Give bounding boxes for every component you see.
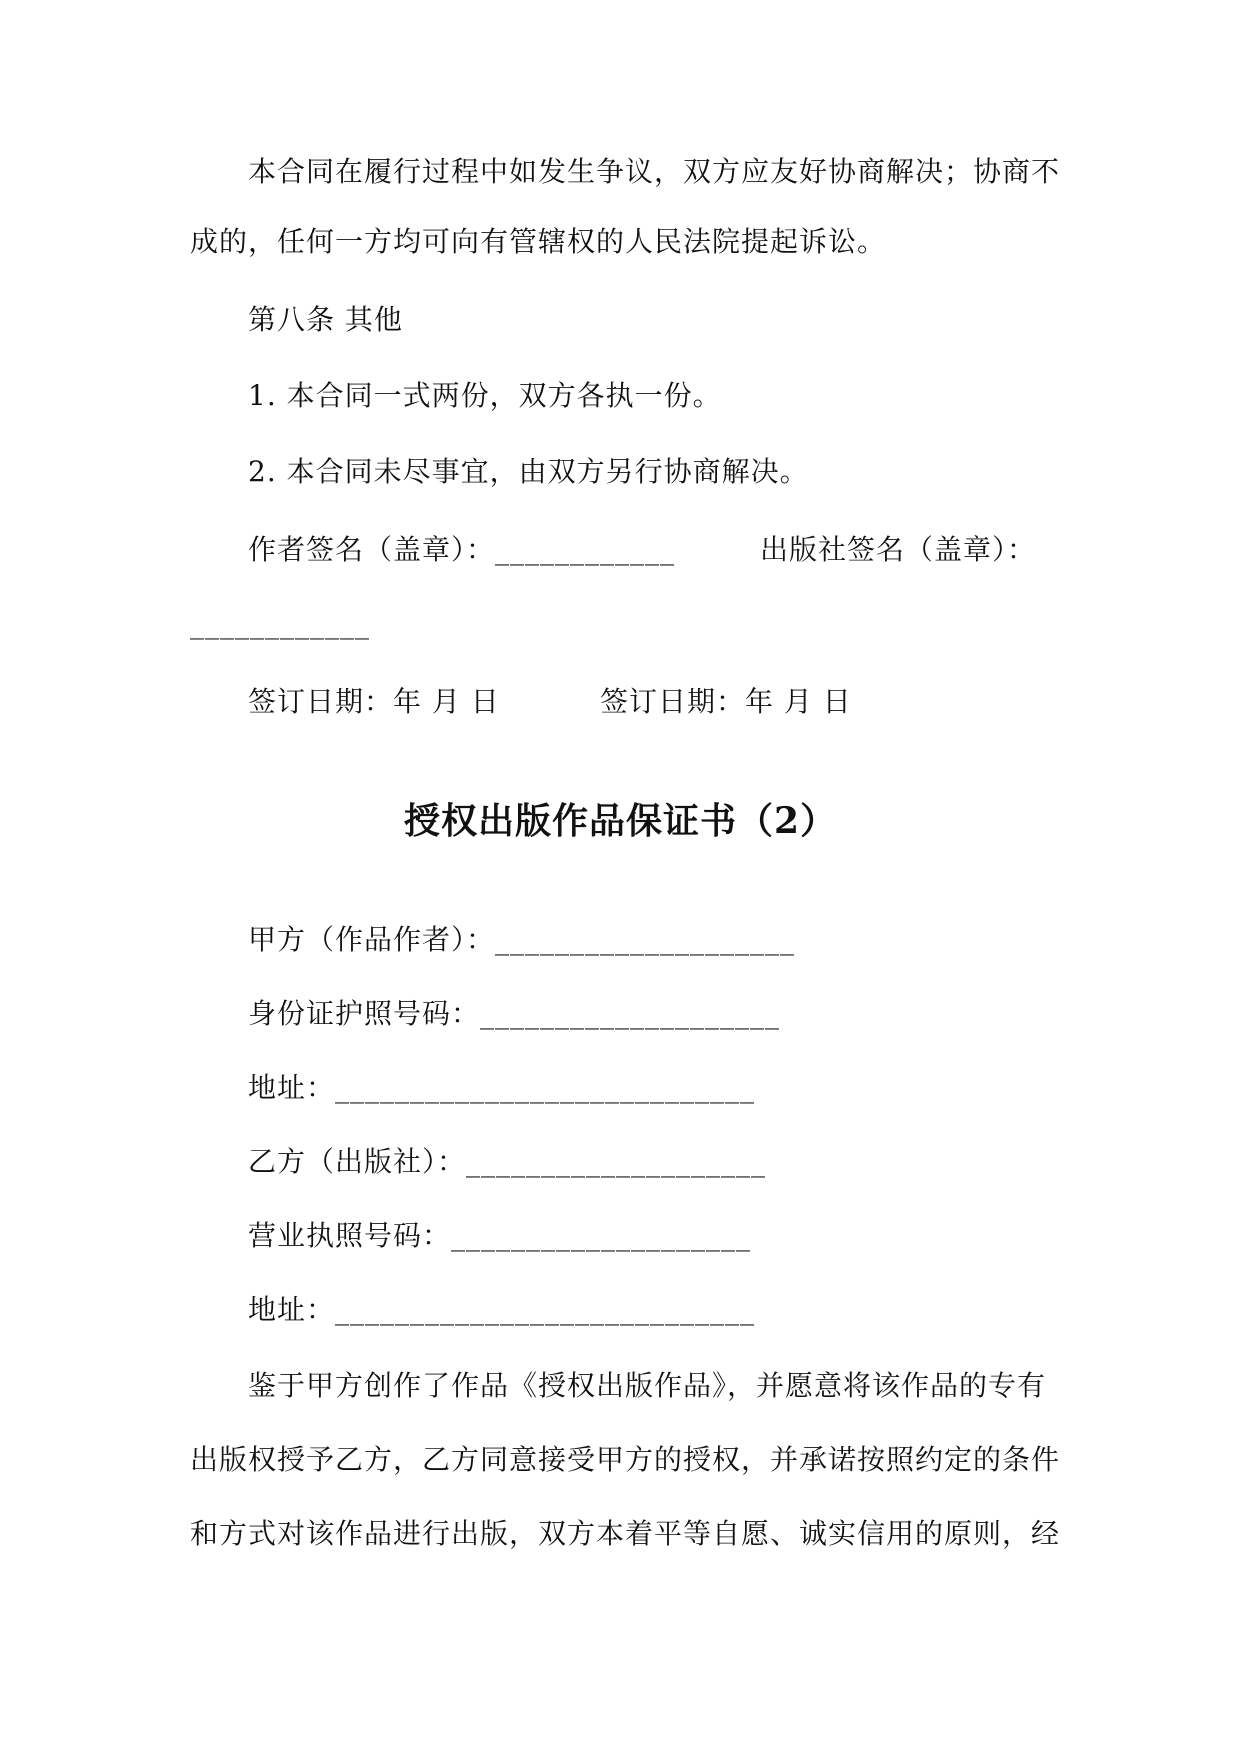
dispute-clause-line-2: 成的，任何一方均可向有管辖权的人民法院提起诉讼。 bbox=[190, 225, 887, 258]
signing-date-right: 签订日期：年 月 日 bbox=[600, 685, 852, 718]
preamble-line-1: 鉴于甲方创作了作品《授权出版作品》，并愿意将该作品的专有 bbox=[248, 1369, 1047, 1402]
publisher-signature-blank: ____________ bbox=[190, 607, 370, 640]
author-signature-field: 作者签名（盖章）：____________ bbox=[248, 533, 676, 566]
document-title: 授权出版作品保证书（2） bbox=[403, 800, 838, 842]
article-8-item-1: 1. 本合同一式两份，双方各执一份。 bbox=[248, 379, 722, 412]
article-8-heading: 第八条 其他 bbox=[248, 303, 403, 336]
dispute-clause-line-1: 本合同在履行过程中如发生争议，双方应友好协商解决；协商不 bbox=[248, 155, 1061, 188]
preamble-line-3: 和方式对该作品进行出版，双方本着平等自愿、诚实信用的原则，经 bbox=[190, 1517, 1061, 1550]
publisher-signature-label: 出版社签名（盖章）： bbox=[760, 533, 1037, 566]
party-b-address-field: 地址：____________________________ bbox=[248, 1293, 756, 1326]
signing-date-left: 签订日期：年 月 日 bbox=[248, 685, 500, 718]
article-8-item-2: 2. 本合同未尽事宜，由双方另行协商解决。 bbox=[248, 455, 809, 488]
business-license-field: 营业执照号码：____________________ bbox=[248, 1219, 752, 1252]
party-a-address-field: 地址：____________________________ bbox=[248, 1071, 756, 1104]
id-number-field: 身份证护照号码：____________________ bbox=[248, 997, 781, 1030]
preamble-line-2: 出版权授予乙方，乙方同意接受甲方的授权，并承诺按照约定的条件 bbox=[190, 1443, 1061, 1476]
party-a-field: 甲方（作品作者）：____________________ bbox=[248, 923, 796, 956]
party-b-field: 乙方（出版社）：____________________ bbox=[248, 1145, 767, 1178]
